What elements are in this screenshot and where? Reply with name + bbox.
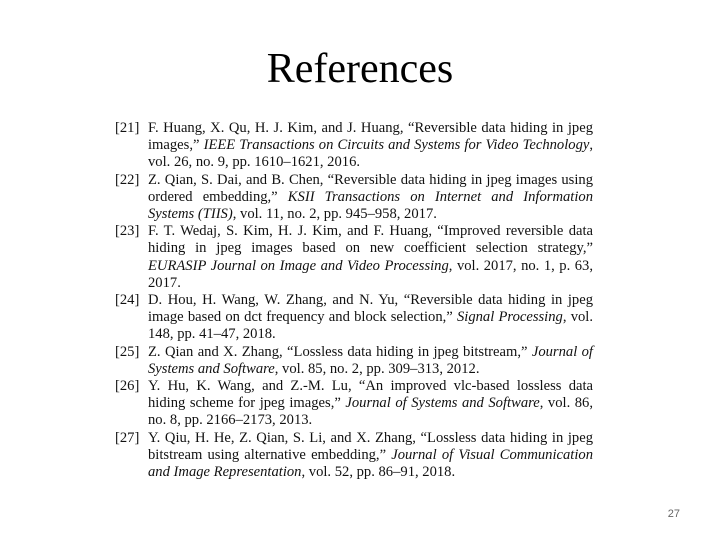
reference-venue: Journal of Systems and Software [345, 395, 540, 412]
reference-item [115, 430, 593, 482]
reference-authors-title: Y. Qiu, H. He, Z. Qian, S. Li, and X. Zhang, “Lossless data hiding in jpeg bitstream using alternative embedding,” [148, 429, 593, 463]
reference-authors-title: Y. Hu, K. Wang, and Z.-M. Lu, “An improved vlc-based lossless data hiding scheme for jpeg images,” [148, 378, 593, 412]
reference-number: [26] [115, 378, 140, 395]
reference-venue: Journal of Visual Communication and Image Representation [148, 446, 593, 481]
reference-text [148, 430, 593, 482]
reference-text [148, 344, 593, 378]
reference-text [148, 292, 593, 344]
reference-list [115, 120, 593, 481]
slide-title: References [266, 46, 454, 92]
reference-item [115, 223, 593, 292]
reference-number: [25] [115, 343, 140, 360]
reference-details: , vol. 26, no. 9, pp. 1610–1621, 2016. [148, 137, 593, 171]
reference-details: , vol. 11, no. 2, pp. 945–958, 2017. [232, 206, 437, 223]
reference-item [115, 172, 593, 224]
reference-venue: EURASIP Journal on Image and Video Processing [148, 257, 449, 274]
reference-text [148, 172, 593, 224]
reference-number: [24] [115, 292, 140, 309]
reference-venue: Journal of Systems and Software [148, 343, 593, 377]
reference-authors-title: Z. Qian and X. Zhang, “Lossless data hiding in jpeg bitstream,” [148, 343, 532, 360]
reference-item [115, 292, 593, 344]
reference-authors-title: D. Hou, H. Wang, W. Zhang, and N. Yu, “Reversible data hiding in jpeg image based on dct frequency and block selection,” [148, 292, 593, 326]
reference-details: , vol. 2017, no. 1, p. 63, 2017. [148, 257, 593, 291]
reference-number: [27] [115, 429, 140, 446]
reference-number: [23] [115, 223, 140, 240]
reference-item [115, 378, 593, 430]
reference-details: , vol. 148, pp. 41–47, 2018. [148, 309, 594, 343]
reference-authors-title: Z. Qian, S. Dai, and B. Chen, “Reversible data hiding in jpeg images using ordered embedding,” [148, 171, 593, 205]
reference-details: , vol. 86, no. 8, pp. 2166–2173, 2013. [148, 395, 594, 429]
reference-number: [21] [115, 120, 140, 136]
reference-item [115, 344, 593, 378]
reference-item [115, 120, 593, 172]
reference-venue: KSII Transactions on Internet and Information Systems (TIIS) [148, 188, 593, 223]
reference-authors-title: F. T. Wedaj, S. Kim, H. J. Kim, and F. Huang, “Improved reversible data hiding in jpeg images based on new coefficient selection strategy,” [148, 223, 593, 257]
reference-details: , vol. 85, no. 2, pp. 309–313, 2012. [274, 360, 480, 377]
reference-text [148, 120, 593, 172]
reference-authors-title: F. Huang, X. Qu, H. J. Kim, and J. Huang, “Reversible data hiding in jpeg images,” [148, 120, 593, 154]
reference-details: , vol. 52, pp. 86–91, 2018. [301, 464, 456, 481]
reference-number: [22] [115, 171, 140, 188]
page-number: 27 [667, 508, 680, 520]
reference-text [148, 223, 593, 292]
reference-venue: Signal Processing [456, 309, 563, 326]
reference-text [148, 378, 593, 430]
reference-venue: IEEE Transactions on Circuits and Systems for Video Technology [203, 137, 590, 154]
